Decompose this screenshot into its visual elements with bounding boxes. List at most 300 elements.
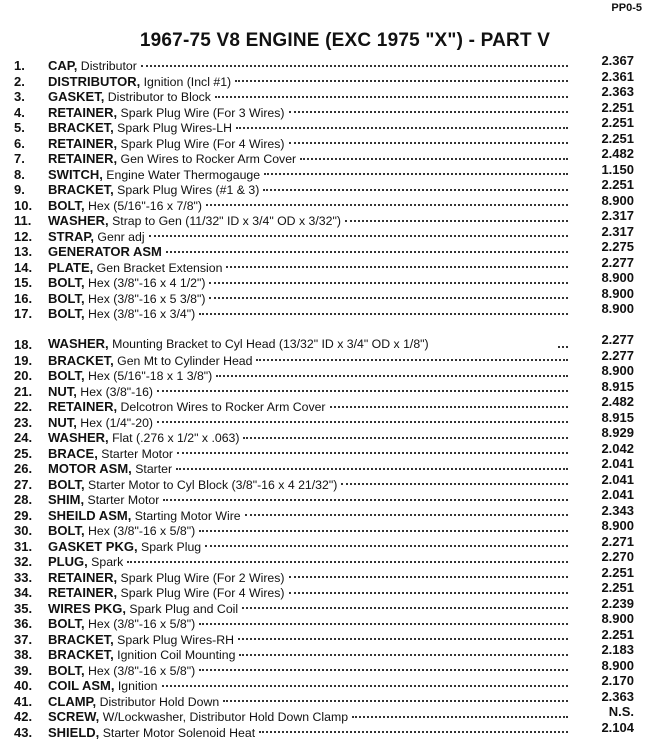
part-name: DISTRIBUTOR, xyxy=(48,73,141,89)
part-description xyxy=(48,492,159,509)
part-row xyxy=(14,53,634,74)
part-name: NUT, xyxy=(48,414,77,430)
group-code: 2.482 xyxy=(601,146,634,161)
part-detail: Spark xyxy=(87,555,124,569)
group-code: 8.915 xyxy=(601,378,634,394)
part-name: WASHER, xyxy=(48,430,109,445)
dot-leader xyxy=(177,452,568,454)
dot-leader xyxy=(235,80,568,82)
part-number: 4. xyxy=(14,104,25,120)
part-description xyxy=(48,275,205,292)
group-code: 2.277 xyxy=(601,332,634,347)
part-row xyxy=(14,471,634,493)
part-name: WASHER, xyxy=(48,336,109,351)
part-description xyxy=(48,508,241,525)
dot-leader xyxy=(352,716,568,718)
group-code: 2.251 xyxy=(601,564,634,580)
dot-leader xyxy=(289,576,568,578)
part-number: 34. xyxy=(14,585,33,600)
part-description xyxy=(48,336,554,353)
part-name: BOLT, xyxy=(48,662,85,678)
part-description xyxy=(48,198,202,215)
dot-leader xyxy=(239,654,568,656)
part-detail: Starter xyxy=(131,462,173,476)
part-detail: Hex (1/4"-20) xyxy=(76,415,154,430)
dot-leader xyxy=(199,530,568,532)
group-code: 2.041 xyxy=(601,456,634,471)
part-name: BRACKET, xyxy=(48,352,114,368)
part-name: BOLT, xyxy=(48,616,85,631)
part-row xyxy=(14,580,634,601)
group-code: 8.900 xyxy=(601,363,634,378)
part-description xyxy=(48,539,201,556)
part-number: 31. xyxy=(14,538,33,554)
part-row xyxy=(14,487,634,508)
part-detail: Spark Plug xyxy=(137,539,202,554)
part-number: 24. xyxy=(14,430,33,445)
part-description xyxy=(48,554,123,571)
group-code: 8.900 xyxy=(601,301,634,316)
part-description xyxy=(48,585,285,602)
dot-leader xyxy=(558,346,568,348)
part-description xyxy=(48,725,255,742)
part-detail: Starter Motor Solenoid Heat xyxy=(99,725,256,740)
part-detail: Mounting Bracket to Cyl Head (13/32" ID x 3/4" OD x 1/8") xyxy=(108,337,429,351)
part-detail: Hex (3/8"-16 x 5 3/8") xyxy=(84,291,206,306)
part-detail: Ignition xyxy=(114,679,158,693)
part-row xyxy=(14,99,634,121)
part-name: WASHER, xyxy=(48,213,109,228)
part-number: 16. xyxy=(14,290,33,306)
part-description xyxy=(48,120,232,137)
part-name: BOLT, xyxy=(48,476,85,492)
part-number: 15. xyxy=(14,275,33,290)
part-number: 42. xyxy=(14,709,33,724)
part-detail: Spark Plug and Coil xyxy=(126,601,239,616)
part-number: 14. xyxy=(14,259,33,275)
part-number: 32. xyxy=(14,554,33,569)
part-detail: Ignition Coil Mounting xyxy=(113,648,236,662)
part-description xyxy=(48,415,153,432)
dot-leader xyxy=(157,421,568,423)
part-name: GASKET PKG, xyxy=(48,538,138,554)
part-row xyxy=(14,673,634,694)
part-detail: Gen Bracket Extension xyxy=(93,260,223,275)
part-number: 22. xyxy=(14,399,33,414)
part-name: SHIELD, xyxy=(48,724,100,740)
part-description xyxy=(48,601,238,618)
part-name: PLUG, xyxy=(48,554,88,569)
part-row xyxy=(14,192,634,214)
part-name: RETAINER, xyxy=(48,104,118,120)
part-row xyxy=(14,363,634,384)
part-name: RETAINER, xyxy=(48,569,118,585)
part-number: 13. xyxy=(14,244,33,259)
part-description xyxy=(48,399,326,416)
dot-leader xyxy=(341,483,568,485)
part-detail: Starter Motor xyxy=(97,446,174,461)
part-detail: Spark Plug Wire (For 4 Wires) xyxy=(117,136,285,151)
part-detail: Hex (3/8"-16) xyxy=(76,384,154,399)
part-row xyxy=(14,704,634,725)
part-description xyxy=(48,306,195,323)
part-number: 17. xyxy=(14,306,33,321)
part-number: 20. xyxy=(14,368,33,383)
part-number: 21. xyxy=(14,383,33,399)
dot-leader xyxy=(289,592,568,594)
group-code: 2.042 xyxy=(601,440,634,456)
group-code: 2.041 xyxy=(601,487,634,502)
group-code: 2.251 xyxy=(601,99,634,115)
part-number: 35. xyxy=(14,600,33,616)
part-name: BRACKET, xyxy=(48,631,114,647)
part-row xyxy=(14,533,634,555)
group-code: 2.239 xyxy=(601,595,634,611)
part-detail: Distributor xyxy=(77,59,137,73)
group-code: 2.482 xyxy=(601,394,634,409)
dot-leader xyxy=(242,607,568,609)
group-code: 2.251 xyxy=(601,115,634,130)
part-detail: Spark Plug Wire (For 2 Wires) xyxy=(117,570,285,585)
dot-leader xyxy=(163,499,568,501)
dot-leader xyxy=(289,142,568,144)
part-row xyxy=(14,564,634,586)
part-number: 27. xyxy=(14,476,33,492)
part-name: BRACKET, xyxy=(48,120,114,135)
dot-leader xyxy=(199,623,568,625)
part-detail: W/Lockwasher, Distributor Hold Down Clamp xyxy=(99,710,349,724)
dot-leader xyxy=(216,375,568,377)
dot-leader xyxy=(127,561,568,563)
page-code: PP0-5 xyxy=(611,2,642,14)
part-description xyxy=(48,616,195,633)
part-description xyxy=(48,678,158,695)
part-detail: Hex (5/16"-18 x 1 3/8") xyxy=(84,369,213,383)
part-number: 33. xyxy=(14,569,33,585)
part-row xyxy=(14,642,634,663)
part-row xyxy=(14,223,634,245)
part-row xyxy=(14,626,634,648)
part-number: 7. xyxy=(14,151,25,166)
dot-leader xyxy=(264,173,568,175)
part-detail: Spark Plug Wires-LH xyxy=(113,121,232,135)
part-number: 18. xyxy=(14,337,33,352)
group-code: 8.900 xyxy=(601,657,634,673)
dot-leader xyxy=(259,731,568,733)
part-name: BOLT, xyxy=(48,523,85,538)
part-row xyxy=(14,456,634,477)
part-name: BOLT, xyxy=(48,275,85,290)
part-number: 11. xyxy=(14,213,32,228)
dot-leader xyxy=(206,204,568,206)
part-row xyxy=(14,177,634,198)
part-name: MOTOR ASM, xyxy=(48,461,132,476)
part-number: 30. xyxy=(14,523,33,538)
part-row xyxy=(14,518,634,539)
part-description xyxy=(48,74,231,91)
part-row xyxy=(14,146,634,167)
part-name: RETAINER, xyxy=(48,135,118,151)
part-name: BOLT, xyxy=(48,290,85,306)
part-number: 9. xyxy=(14,182,25,197)
part-name: SCREW, xyxy=(48,709,100,724)
part-row xyxy=(14,254,634,276)
part-detail: Starter Motor xyxy=(84,493,160,507)
part-detail: Hex (3/8"-16 x 3/4") xyxy=(84,307,196,321)
part-detail: Starter Motor to Cyl Block (3/8"-16 x 4 21/32") xyxy=(84,477,338,492)
part-row xyxy=(14,322,634,353)
part-name: BRACKET, xyxy=(48,182,114,197)
part-row xyxy=(14,440,634,462)
part-name: PLATE, xyxy=(48,259,94,275)
part-row xyxy=(14,657,634,679)
part-number: 37. xyxy=(14,631,33,647)
part-detail: Engine Water Thermogauge xyxy=(102,167,261,182)
part-description xyxy=(48,58,137,75)
dot-leader xyxy=(226,266,568,268)
part-description xyxy=(48,694,219,711)
part-name: RETAINER, xyxy=(48,151,118,166)
dot-leader xyxy=(345,220,568,222)
part-description xyxy=(48,167,260,184)
part-description xyxy=(48,136,285,153)
part-detail: Gen Wires to Rocker Arm Cover xyxy=(117,152,297,166)
group-code: 2.343 xyxy=(601,502,634,518)
part-number: 39. xyxy=(14,662,33,678)
group-code: 1.150 xyxy=(601,161,634,177)
part-description xyxy=(48,291,205,308)
part-name: RETAINER, xyxy=(48,399,118,414)
dot-leader xyxy=(236,127,568,129)
part-description xyxy=(48,430,239,447)
part-name: WIRES PKG, xyxy=(48,600,127,616)
part-number: 25. xyxy=(14,445,33,461)
part-number: 3. xyxy=(14,89,25,104)
part-name: BRACE, xyxy=(48,445,98,461)
part-name: BRACKET, xyxy=(48,647,114,662)
part-description xyxy=(48,182,259,199)
group-code: 2.277 xyxy=(601,347,634,363)
part-number: 23. xyxy=(14,414,33,430)
dot-leader xyxy=(330,406,568,408)
dot-leader xyxy=(149,235,568,237)
dot-leader xyxy=(256,359,568,361)
part-description xyxy=(48,632,234,649)
group-code: 8.900 xyxy=(601,518,634,533)
dot-leader xyxy=(157,390,568,392)
part-description xyxy=(48,244,162,261)
group-code: 2.270 xyxy=(601,549,634,564)
part-detail: Flat (.276 x 1/2" x .063) xyxy=(108,431,240,445)
part-detail: Starting Motor Wire xyxy=(131,508,241,523)
part-description xyxy=(48,105,285,122)
part-description xyxy=(48,353,252,370)
part-number: 19. xyxy=(14,352,33,368)
group-code: 8.915 xyxy=(601,409,634,425)
group-code: 2.363 xyxy=(601,688,634,704)
part-detail: Strap to Gen (11/32" ID x 3/4" OD x 3/32") xyxy=(108,214,341,228)
part-description xyxy=(48,151,296,168)
part-detail: Gen Mt to Cylinder Head xyxy=(113,353,253,368)
part-detail: Ignition (Incl #1) xyxy=(140,74,232,89)
part-number: 26. xyxy=(14,461,33,476)
part-row xyxy=(14,347,634,369)
part-description xyxy=(48,523,195,540)
part-description xyxy=(48,570,285,587)
part-description xyxy=(48,260,222,277)
dot-leader xyxy=(300,158,568,160)
part-number: 6. xyxy=(14,135,25,151)
group-code: 2.275 xyxy=(601,239,634,254)
group-code: 2.277 xyxy=(601,254,634,270)
part-row xyxy=(14,239,634,260)
part-detail: Hex (3/8"-16 x 4 1/2") xyxy=(84,276,206,290)
dot-leader xyxy=(209,297,568,299)
group-code: 2.251 xyxy=(601,626,634,642)
group-code: 8.900 xyxy=(601,192,634,208)
part-number: 2. xyxy=(14,73,25,89)
part-name: BOLT, xyxy=(48,368,85,383)
part-row xyxy=(14,115,634,136)
part-name: GASKET, xyxy=(48,89,105,104)
part-name: COIL ASM, xyxy=(48,678,115,693)
part-detail: Hex (5/16"-16 x 7/8") xyxy=(84,198,202,213)
part-name: CLAMP, xyxy=(48,693,97,709)
part-description xyxy=(48,647,235,664)
dot-leader xyxy=(243,437,568,439)
part-name: RETAINER, xyxy=(48,585,118,600)
part-row xyxy=(14,84,634,105)
part-detail: Distributor Hold Down xyxy=(96,694,220,709)
part-number: 29. xyxy=(14,507,33,523)
parts-list xyxy=(14,53,634,740)
part-description xyxy=(48,446,173,463)
part-row xyxy=(14,595,634,617)
part-row xyxy=(14,285,634,307)
part-row xyxy=(14,378,634,400)
part-description xyxy=(48,461,172,478)
dot-leader xyxy=(238,638,568,640)
part-row xyxy=(14,409,634,431)
group-code: 8.900 xyxy=(601,611,634,626)
part-number: 12. xyxy=(14,228,33,244)
group-code: 2.041 xyxy=(601,471,634,487)
page-title: 1967-75 V8 ENGINE (EXC 1975 "X") - PART V xyxy=(139,30,551,51)
group-code: 2.317 xyxy=(601,208,634,223)
part-detail: Spark Plug Wire (For 4 Wires) xyxy=(117,586,285,600)
part-row xyxy=(14,68,634,90)
part-row xyxy=(14,394,634,415)
group-code: 2.363 xyxy=(601,84,634,99)
part-number: 43. xyxy=(14,724,33,740)
dot-leader xyxy=(141,65,568,67)
dot-leader xyxy=(205,545,568,547)
dot-leader xyxy=(176,468,568,470)
part-description xyxy=(48,709,348,726)
part-detail: Hex (3/8"-16 x 5/8") xyxy=(84,663,196,678)
part-detail: Spark Plug Wires (#1 & 3) xyxy=(113,183,260,197)
part-description xyxy=(48,384,153,401)
part-number: 8. xyxy=(14,166,25,182)
part-detail: Spark Plug Wire (For 3 Wires) xyxy=(117,105,285,120)
group-code: N.S. xyxy=(608,704,634,719)
group-code: 2.170 xyxy=(601,673,634,688)
group-code: 2.367 xyxy=(601,53,634,68)
part-name: BOLT, xyxy=(48,306,85,321)
part-number: 38. xyxy=(14,647,33,662)
part-number: 41. xyxy=(14,693,33,709)
part-description xyxy=(48,663,195,680)
part-name: NUT, xyxy=(48,383,77,399)
part-row xyxy=(14,425,634,446)
part-row xyxy=(14,549,634,570)
group-code: 2.183 xyxy=(601,642,634,657)
group-code: 2.251 xyxy=(601,580,634,595)
dot-leader xyxy=(199,313,568,315)
group-code: 2.251 xyxy=(601,130,634,146)
part-row xyxy=(14,161,634,183)
group-code: 2.271 xyxy=(601,533,634,549)
dot-leader xyxy=(223,700,568,702)
dot-leader xyxy=(245,514,568,516)
group-code: 2.251 xyxy=(601,177,634,192)
part-name: SWITCH, xyxy=(48,166,103,182)
dot-leader xyxy=(209,282,568,284)
part-row xyxy=(14,270,634,291)
part-row xyxy=(14,611,634,632)
part-description xyxy=(48,229,145,246)
part-number: 10. xyxy=(14,197,33,213)
part-number: 1. xyxy=(14,58,25,73)
part-name: SHIM, xyxy=(48,492,85,507)
dot-leader xyxy=(162,685,568,687)
dot-leader xyxy=(215,96,568,98)
dot-leader xyxy=(199,669,568,671)
part-number: 28. xyxy=(14,492,33,507)
part-name: GENERATOR ASM xyxy=(48,244,162,259)
part-detail: Spark Plug Wires-RH xyxy=(113,632,234,647)
part-row xyxy=(14,130,634,152)
group-code: 2.104 xyxy=(601,719,634,735)
part-number: 40. xyxy=(14,678,33,693)
group-code: 2.317 xyxy=(601,223,634,239)
part-name: BOLT, xyxy=(48,197,85,213)
dot-leader xyxy=(166,251,568,253)
part-row xyxy=(14,688,634,710)
part-name: CAP, xyxy=(48,58,78,73)
part-detail: Distributor to Block xyxy=(104,90,211,104)
part-name: SHEILD ASM, xyxy=(48,507,132,523)
part-description xyxy=(48,477,337,494)
group-code: 8.929 xyxy=(601,425,634,440)
part-number: 36. xyxy=(14,616,33,631)
group-code: 8.900 xyxy=(601,270,634,285)
part-row xyxy=(14,301,634,322)
group-code: 2.361 xyxy=(601,68,634,84)
part-row xyxy=(14,208,634,229)
group-code: 8.900 xyxy=(601,285,634,301)
dot-leader xyxy=(263,189,568,191)
part-row xyxy=(14,719,634,741)
dot-leader xyxy=(289,111,568,113)
part-detail: Delcotron Wires to Rocker Arm Cover xyxy=(117,400,326,414)
part-detail: Hex (3/8"-16 x 5/8") xyxy=(84,524,196,538)
part-number: 5. xyxy=(14,120,25,135)
part-detail: Hex (3/8"-16 x 5/8") xyxy=(84,617,196,631)
part-name: STRAP, xyxy=(48,228,94,244)
part-row xyxy=(14,502,634,524)
part-detail: Genr adj xyxy=(94,229,145,244)
